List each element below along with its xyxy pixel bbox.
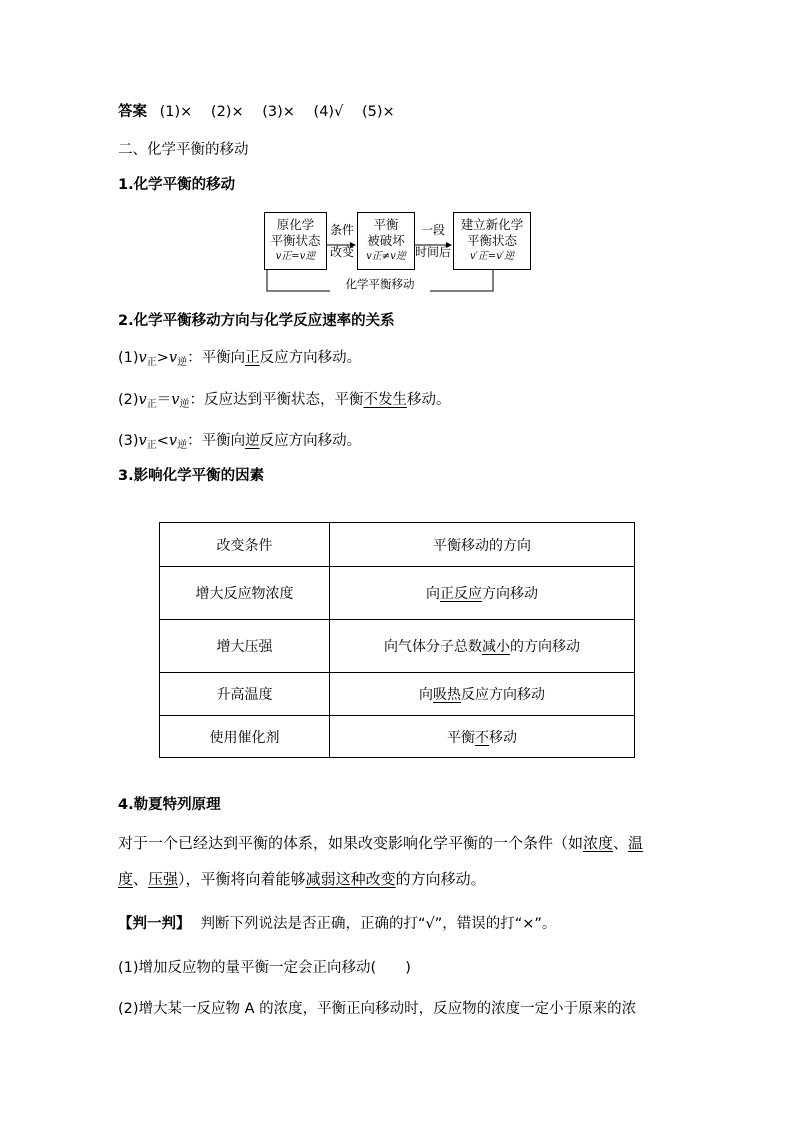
direction-key: 吸热: [433, 687, 461, 703]
box2-line1: 平衡: [373, 217, 399, 232]
direction-cell: [330, 620, 635, 673]
answer-label: 答案: [118, 104, 147, 120]
table-row: [160, 620, 635, 673]
box3-line1: 建立新化学: [460, 217, 524, 232]
relation-1: [118, 348, 361, 373]
arrow1-line1: 条件: [329, 223, 354, 237]
table-row: [160, 673, 635, 716]
principle-key-temp-1: 温: [628, 834, 644, 852]
relation-3-s2: 逆: [177, 440, 188, 451]
table-header-row: [160, 523, 635, 567]
box2-line3: v正≠v逆: [366, 251, 406, 262]
box-broken-equilibrium: [357, 212, 415, 270]
direction-key: 减小: [482, 639, 510, 655]
answer-item-5: (5)×: [361, 104, 395, 120]
box3-line3: v′正=v′逆: [469, 251, 515, 262]
question-1: (1)增加反应物的量平衡一定会正向移动( ): [118, 960, 411, 976]
direction-cell: [330, 716, 635, 758]
box-original-equilibrium: [264, 212, 327, 270]
relation-2-key: 不发生: [363, 392, 407, 408]
direction-post: 反应方向移动: [461, 687, 545, 703]
relation-1-v1: v: [138, 350, 147, 366]
relation-1-op: >: [156, 350, 169, 366]
principle-text-5: 的方向移动。: [395, 870, 486, 888]
relation-3-s1: 正: [146, 440, 157, 451]
relation-2-post: 移动。: [406, 392, 451, 408]
relation-2-op: ＝: [156, 392, 172, 408]
table-row: [160, 567, 635, 620]
relation-3-v2: v: [168, 433, 178, 449]
relation-1-v2: v: [168, 350, 178, 366]
section-title: 二、化学平衡的移动: [118, 142, 249, 158]
relation-2: [118, 390, 450, 415]
relation-2-v1: v: [138, 392, 147, 408]
direction-post: 方向移动: [482, 586, 538, 602]
principle-key-weaken: 减弱这种改变: [305, 870, 396, 888]
heading-2: 2.化学平衡移动方向与化学反应速率的关系: [118, 313, 395, 329]
judge-line: [118, 914, 556, 934]
arrow-2-label: [413, 222, 453, 260]
box1-line3: v正=v逆: [275, 251, 316, 262]
table-header-cell: 改变条件: [160, 523, 330, 567]
answer-item-1: (1)×: [159, 104, 193, 120]
factors-table: [159, 522, 635, 758]
relation-2-pre: ：反应达到平衡状态，平衡: [189, 392, 364, 408]
relation-3: [118, 431, 361, 456]
relation-3-v1: v: [138, 433, 147, 449]
relation-1-key: 正: [245, 350, 260, 366]
relation-1-prefix: (1): [118, 350, 139, 366]
box1-line1: 原化学: [276, 217, 315, 232]
arrow2-line2: 时间后: [414, 245, 451, 259]
heading-1: 1.化学平衡的移动: [118, 177, 236, 193]
box3-line2: 平衡状态: [466, 233, 517, 248]
arrow2-line1: 一段: [420, 223, 445, 237]
direction-pre: 向: [426, 586, 440, 602]
direction-pre: 向气体分子总数: [384, 639, 482, 655]
principle-text-2: 、: [613, 834, 629, 852]
bracket-label: 化学平衡移动: [330, 276, 430, 292]
condition-cell: 增大压强: [160, 620, 330, 673]
relation-2-s1: 正: [146, 399, 157, 410]
judge-tag: 【判一判】: [118, 916, 191, 932]
principle-text-4: ），平衡将向着能够: [178, 870, 306, 888]
condition-cell: 使用催化剂: [160, 716, 330, 758]
arrow1-line2: 改变: [329, 245, 354, 259]
relation-2-prefix: (2): [118, 392, 139, 408]
answer-item-2: (2)×: [210, 104, 244, 120]
relation-3-post: 反应方向移动。: [259, 433, 362, 449]
direction-post: 的方向移动: [510, 639, 580, 655]
direction-post: 移动: [489, 729, 517, 746]
relation-3-key: 逆: [245, 433, 260, 449]
relation-1-s2: 逆: [177, 357, 188, 368]
direction-pre: 向: [419, 687, 433, 703]
relation-1-post: 反应方向移动。: [259, 350, 362, 366]
relation-2-s2: 逆: [179, 399, 190, 410]
principle-key-pressure: 压强: [148, 870, 179, 888]
relation-3-prefix: (3): [118, 433, 139, 449]
direction-pre: 平衡: [447, 729, 475, 746]
principle-key-concentration: 浓度: [583, 834, 614, 852]
heading-4: 4.勒夏特列原理: [118, 797, 221, 813]
answer-item-4: (4)√: [313, 104, 344, 120]
condition-cell: 增大反应物浓度: [160, 567, 330, 620]
condition-cell: 升高温度: [160, 673, 330, 716]
box-new-equilibrium: [453, 212, 531, 270]
relation-3-pre: ：平衡向: [187, 433, 246, 449]
judge-text: 判断下列说法是否正确，正确的打“√”，错误的打“×”。: [200, 916, 557, 932]
arrow-1-label: [327, 222, 357, 260]
principle-paragraph: [118, 825, 678, 897]
heading-3: 3.影响化学平衡的因素: [118, 468, 265, 484]
table-header-cell: 平衡移动的方向: [330, 523, 635, 567]
table-row: [160, 716, 635, 758]
relation-3-op: <: [156, 433, 169, 449]
principle-text-3: 、: [133, 870, 149, 888]
relation-1-pre: ：平衡向: [187, 350, 246, 366]
relation-1-s1: 正: [146, 357, 157, 368]
direction-cell: [330, 567, 635, 620]
direction-cell: [330, 673, 635, 716]
relation-2-v2: v: [171, 392, 180, 408]
direction-key: 不: [475, 729, 489, 746]
direction-key: 正反应: [440, 586, 482, 602]
principle-key-temp-2: 度: [118, 870, 134, 888]
question-2: (2)增大某一反应物 A 的浓度，平衡正向移动时，反应物的浓度一定小于原来的浓: [118, 1001, 637, 1017]
box2-line2: 被破坏: [367, 233, 405, 248]
answer-item-3: (3)×: [262, 104, 295, 120]
box1-line2: 平衡状态: [270, 233, 321, 248]
principle-text-1: 对于一个已经达到平衡的体系，如果改变影响化学平衡的一个条件（如: [118, 834, 584, 852]
